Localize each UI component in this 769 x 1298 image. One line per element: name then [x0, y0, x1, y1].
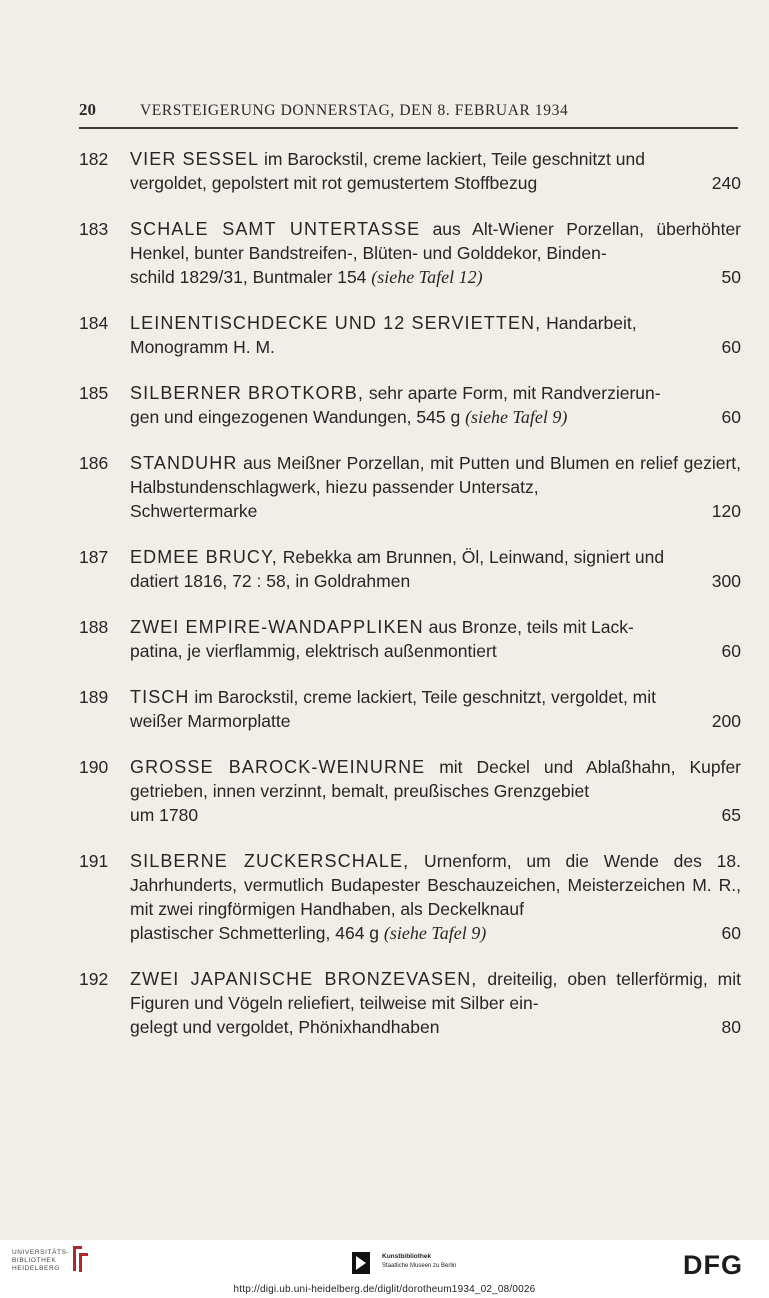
lot-title: STANDUHR	[130, 453, 238, 473]
lot-number: 188	[79, 617, 109, 637]
plate-reference: (siehe Tafel 9)	[465, 407, 568, 427]
lot-entry	[79, 217, 741, 289]
lot-description	[130, 545, 741, 593]
lot-number: 185	[79, 383, 109, 403]
lot-title: SILBERNER BROTKORB,	[130, 383, 364, 403]
lot-description	[130, 849, 741, 945]
lot-price: 200	[711, 711, 741, 731]
lot-description	[130, 311, 741, 359]
lot-title: LEINENTISCHDECKE UND 12 SERVIETTEN,	[130, 313, 542, 333]
lot-number: 192	[79, 969, 109, 989]
lot-price: 60	[721, 407, 741, 427]
lot-body: Urnenform, um die Wende des 18. Jahrhunderts, vermutlich Budapester Beschauzeichen, Meisterzeichen M. R., mit zwei ringförmigen Handhaben, als Deckelknauf	[130, 851, 742, 919]
footer-bar	[0, 1240, 769, 1298]
university-logo-icon	[70, 1244, 92, 1274]
lot-entry	[79, 967, 741, 1039]
lot-body: sehr aparte Form, mit Randverzierun-	[363, 383, 661, 403]
lot-body-end: um 1780	[130, 805, 199, 825]
lot-last-line	[130, 709, 741, 733]
page-number: 20	[79, 100, 96, 119]
lot-description	[130, 451, 741, 523]
lot-title: GROSSE BAROCK-WEINURNE	[130, 757, 426, 777]
lot-description	[130, 147, 741, 195]
lot-title: SILBERNE ZUCKERSCHALE,	[130, 851, 410, 871]
lot-body-end: weißer Marmorplatte	[130, 711, 291, 731]
kunstbibliothek-logo-icon	[352, 1252, 370, 1274]
lot-body-end: patina, je vierflammig, elektrisch außenmontiert	[130, 641, 497, 661]
lot-list	[79, 147, 741, 1061]
lot-price: 300	[711, 571, 741, 591]
lot-last-line	[130, 921, 741, 945]
dfg-logo: DFG	[683, 1250, 743, 1280]
lot-body-end: gen und eingezogenen Wandungen, 545 g	[130, 407, 466, 427]
header-rule	[79, 127, 738, 129]
lot-last-line	[130, 405, 741, 429]
lot-number: 190	[79, 757, 109, 777]
lot-body: aus Bronze, teils mit Lack-	[423, 617, 634, 637]
lot-body-end: gelegt und vergoldet, Phönixhandhaben	[130, 1017, 440, 1037]
lot-body-end: Schwertermarke	[130, 501, 258, 521]
lot-description	[130, 967, 741, 1039]
lot-price: 50	[721, 267, 741, 287]
lot-number: 183	[79, 219, 109, 239]
lot-last-line	[130, 1015, 741, 1039]
lot-body: aus Alt-Wiener Porzellan, überhöhter Henkel, bunter Bandstreifen-, Blüten- und Golddekor, Binden-	[130, 219, 742, 263]
lot-number: 189	[79, 687, 109, 707]
lot-description	[130, 615, 741, 663]
lot-price: 60	[721, 923, 741, 943]
lot-number: 191	[79, 851, 109, 871]
lot-last-line	[130, 171, 741, 195]
lot-body: im Barockstil, creme lackiert, Teile geschnitzt, vergoldet, mit	[189, 687, 657, 707]
lot-entry	[79, 849, 741, 945]
lot-body-end: vergoldet, gepolstert mit rot gemustertem Stoffbezug	[130, 173, 538, 193]
lot-number: 186	[79, 453, 109, 473]
lot-price: 60	[721, 337, 741, 357]
lot-entry	[79, 147, 741, 195]
lot-title: SCHALE SAMT UNTERTASSE	[130, 219, 421, 239]
lot-body: im Barockstil, creme lackiert, Teile geschnitzt und	[259, 149, 645, 169]
lot-number: 182	[79, 149, 109, 169]
lot-number: 187	[79, 547, 109, 567]
lot-price: 80	[721, 1017, 741, 1037]
lot-last-line	[130, 335, 741, 359]
lot-title: VIER SESSEL	[130, 149, 260, 169]
page-title: VERSTEIGERUNG DONNERSTAG, DEN 8. FEBRUAR 1934	[140, 102, 569, 119]
lot-body: Rebekka am Brunnen, Öl, Leinwand, signiert und	[277, 547, 665, 567]
lot-last-line	[130, 265, 741, 289]
lot-entry	[79, 615, 741, 663]
lot-last-line	[130, 499, 741, 523]
lot-description	[130, 217, 741, 289]
kunstbibliothek-label: Kunstbibliothek Staatliche Museen zu Berlin	[382, 1253, 457, 1269]
lot-last-line	[130, 803, 741, 827]
lot-entry	[79, 451, 741, 523]
plate-reference: (siehe Tafel 12)	[371, 267, 483, 287]
lot-body-end: datiert 1816, 72 : 58, in Goldrahmen	[130, 571, 411, 591]
lot-description	[130, 685, 741, 733]
lot-title: ZWEI JAPANISCHE BRONZEVASEN,	[130, 969, 478, 989]
page-header	[79, 100, 739, 120]
lot-price: 65	[721, 805, 741, 825]
lot-entry	[79, 545, 741, 593]
plate-reference: (siehe Tafel 9)	[383, 923, 487, 943]
lot-description	[130, 381, 741, 429]
lot-price: 240	[711, 173, 741, 193]
lot-number: 184	[79, 313, 109, 333]
lot-body: Handarbeit,	[541, 313, 637, 333]
lot-body: dreiteilig, oben tellerförmig, mit Figuren und Vögeln reliefiert, teilweise mit Silber ein-	[130, 969, 741, 1013]
lot-entry	[79, 311, 741, 359]
source-url[interactable]: http://digi.ub.uni-heidelberg.de/diglit/dorotheum1934_02_08/0026	[233, 1284, 536, 1295]
lot-body-end: plastischer Schmetterling, 464 g	[130, 923, 384, 943]
lot-price: 120	[711, 501, 741, 521]
university-library-label: UNIVERSITÄTS- BIBLIOTHEK HEIDELBERG	[12, 1249, 70, 1272]
lot-entry	[79, 755, 741, 827]
lot-title: TISCH	[130, 687, 190, 707]
lot-body-end: Monogramm H. M.	[130, 337, 275, 357]
lot-body-end: schild 1829/31, Buntmaler 154	[130, 267, 372, 287]
lot-entry	[79, 685, 741, 733]
lot-last-line	[130, 569, 741, 593]
lot-title: EDMEE BRUCY,	[130, 547, 278, 567]
lot-title: ZWEI EMPIRE-WANDAPPLIKEN	[130, 617, 424, 637]
lot-entry	[79, 381, 741, 429]
lot-body: aus Meißner Porzellan, mit Putten und Blumen en relief geziert, Halbstundenschlagwerk, hiezu passender Untersatz,	[130, 453, 741, 497]
lot-description	[130, 755, 741, 827]
lot-price: 60	[721, 641, 741, 661]
lot-last-line	[130, 639, 741, 663]
lot-body: mit Deckel und Ablaßhahn, Kupfer getrieben, innen verzinnt, bemalt, preußisches Grenzgebiet	[130, 757, 741, 801]
